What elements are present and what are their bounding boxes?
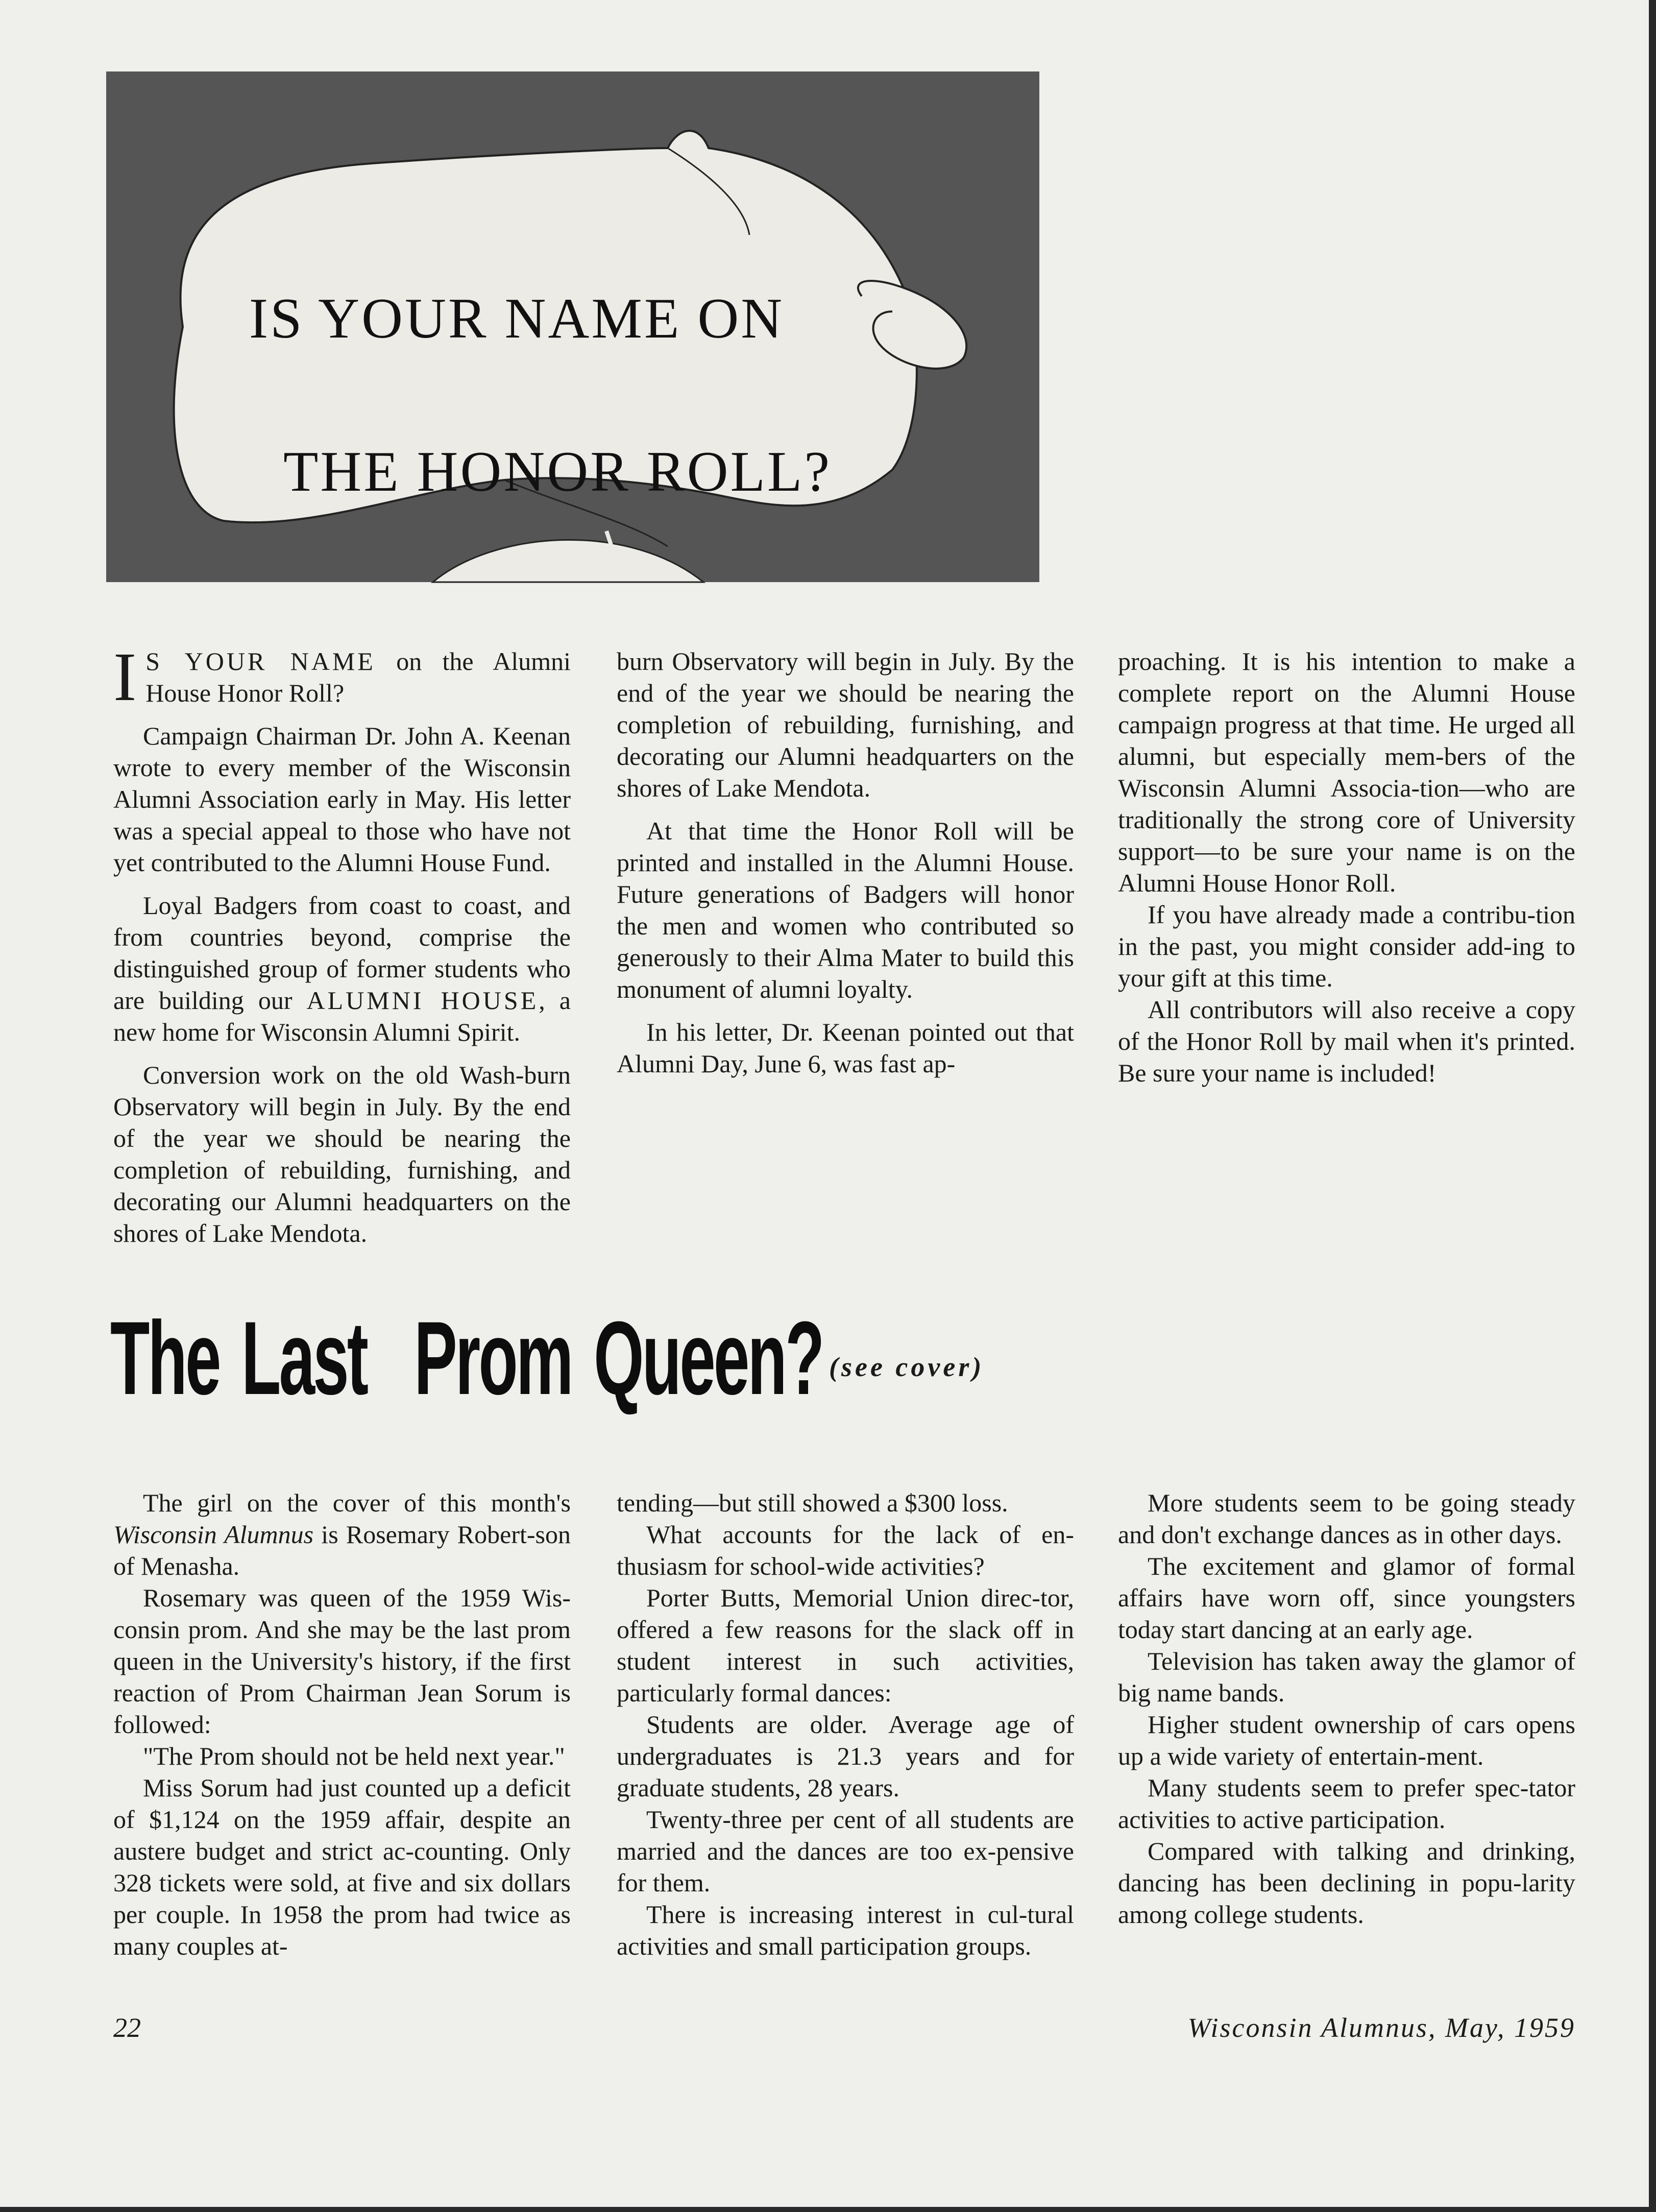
page-number: 22 <box>113 2012 141 2043</box>
paragraph: What accounts for the lack of en-thusiasm for school-wide activities? <box>617 1520 1074 1580</box>
scan-border-right <box>1649 0 1656 2212</box>
publication-footer: Wisconsin Alumnus, May, 1959 <box>1187 2012 1575 2043</box>
paragraph-continued: tending—but still showed a $300 loss. <box>617 1488 1008 1517</box>
paragraph: All contributors will also receive a copy of the Honor Roll by mail when it's printed. Be sure your name is included! <box>1118 995 1575 1087</box>
article-2-column-3 <box>1118 1487 1575 1930</box>
paragraph-continued: burn Observatory will begin in July. By the end of the year we should be nearing the completion of rebuilding, furnishing, and decorating our Alumni headquarters on the shores of Lake Mendota. <box>617 647 1074 802</box>
paragraph: The excitement and glamor of formal affairs have worn off, since youngsters today start dancing at an early age. <box>1118 1552 1575 1644</box>
honor-roll-banner <box>106 71 1039 582</box>
article-2-column-1 <box>113 1487 571 1962</box>
paragraph: Television has taken away the glamor of big name bands. <box>1118 1647 1575 1707</box>
article-2-column-2 <box>617 1487 1074 1962</box>
paragraph: Conversion work on the old Wash-burn Observatory will begin in July. By the end of the year we should be nearing the completion of rebuilding, furnishing, and decorating our Alumni headquarters on the shores of Lake Mendota. <box>113 1061 571 1247</box>
paragraph: Twenty-three per cent of all students are married and the dances are too ex-pensive for them. <box>617 1805 1074 1897</box>
paragraph: In his letter, Dr. Keenan pointed out that Alumni Day, June 6, was fast ap- <box>617 1018 1074 1078</box>
paragraph: Rosemary was queen of the 1959 Wis-consin prom. And she may be the last prom queen in the University's history, if the first reaction of Prom Chairman Jean Sorum is followed: <box>113 1583 571 1739</box>
paragraph: Miss Sorum had just counted up a deficit of $1,124 on the 1959 affair, despite an austere budget and strict ac-counting. Only 328 tickets were sold, at five and six dollars per couple. In 1958 the prom had twice as many couples at- <box>113 1773 571 1960</box>
article-1-column-3 <box>1118 645 1575 1089</box>
see-cover-note: (see cover) <box>829 1352 985 1382</box>
article-1-lead-paragraph: I S YOUR NAME on the Alumni House Honor Roll? <box>113 639 571 715</box>
paragraph: There is increasing interest in cul-tural activities and small participation groups. <box>617 1900 1074 1960</box>
paragraph: Campaign Chairman Dr. John A. Keenan wrote to every member of the Wisconsin Alumni Association early in May. His letter was a special appeal to those who have not yet contributed to the Alumni House Fund. <box>113 722 571 877</box>
article-1-column-1 <box>113 639 571 1247</box>
paragraph: Students are older. Average age of undergraduates is 21.3 years and for graduate students, 28 years. <box>617 1710 1074 1802</box>
paragraph: If you have already made a contribu-tion in the past, you might consider add-ing to your gift at this time. <box>1118 900 1575 992</box>
paragraph: At that time the Honor Roll will be printed and installed in the Alumni House. Future generations of Badgers will honor the men and women who contributed so generously to their Alma Mater to build this monument of alumni loyalty. <box>617 816 1074 1003</box>
paragraph: Higher student ownership of cars opens up a wide variety of entertain-ment. <box>1118 1710 1575 1770</box>
paragraph: More students seem to be going steady and don't exchange dances as in other days. <box>1118 1488 1575 1549</box>
paragraph-continued: proaching. It is his intention to make a complete report on the Alumni House campaign progress at that time. He urged all alumni, but especially mem-bers of the Wisconsin Alumni Associa-tion—who are traditionally the strong core of University support—to be sure your name is on the Alumni House Honor Roll. <box>1118 647 1575 897</box>
paragraph: The girl on the cover of this month's Wisconsin Alumnus is Rosemary Robert-son of Menasha. <box>113 1488 571 1580</box>
scan-border-bottom <box>0 2207 1656 2212</box>
article-1-column-2 <box>617 645 1074 1079</box>
article-2-headline: The Last Prom Queen? <box>110 1300 823 1416</box>
paragraph: Many students seem to prefer spec-tator activities to active participation. <box>1118 1773 1575 1834</box>
paragraph: Porter Butts, Memorial Union direc-tor, offered a few reasons for the slack off in student interest in such activities, particularly formal dances: <box>617 1583 1074 1707</box>
paragraph: "The Prom should not be held next year." <box>143 1742 565 1770</box>
banner-title-line-1: IS YOUR NAME ON <box>249 287 785 350</box>
drop-cap: I <box>113 639 137 715</box>
paragraph: Compared with talking and drinking, dancing has been declining in popu-larity among college students. <box>1118 1837 1575 1929</box>
banner-title-line-2: THE HONOR ROLL? <box>283 440 832 503</box>
paragraph: Loyal Badgers from coast to coast, and from countries beyond, comprise the distinguished group of former students who are building our ALUMNI HOUSE, a new home for Wisconsin Alumni Spirit. <box>113 891 571 1046</box>
